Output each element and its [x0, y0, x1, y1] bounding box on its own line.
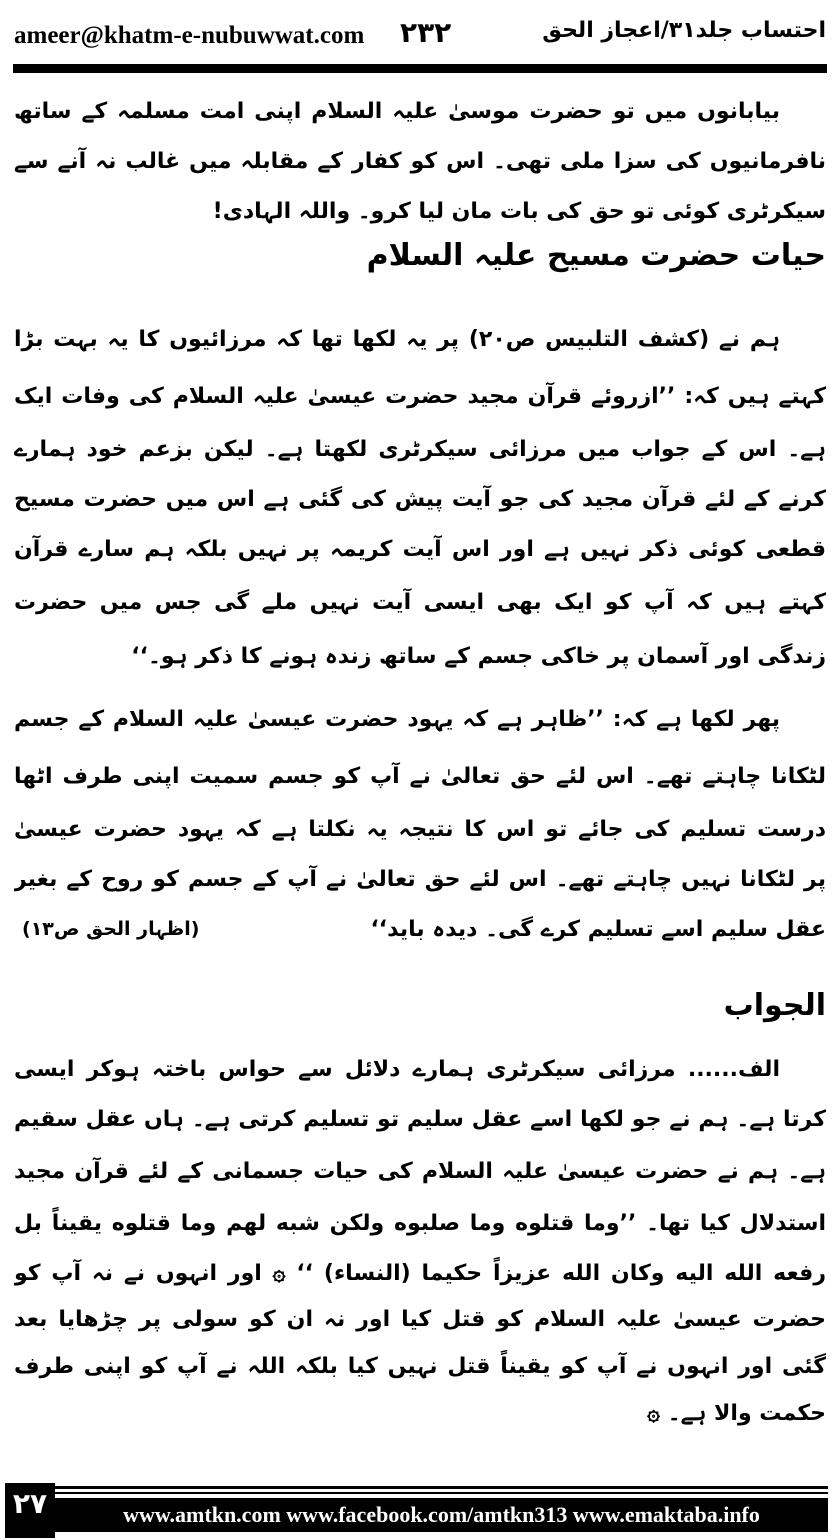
text-line: پر لٹکانا نہیں چاہتے تھے۔ اس لئے حق تعالیٰ نے آپ کے جسم کو روح کے بغیر — [14, 867, 826, 892]
text-line: کہتے ہیں کہ: ’’ازروئے قرآن مجید حضرت عیسیٰ علیہ السلام کی وفات ایک — [14, 384, 826, 409]
text-line: زندگی اور آسمان پر خاکی جسم کے ساتھ زندہ ہونے کا ذکر ہو۔‘‘ — [131, 644, 826, 669]
section-heading: حیات حضرت مسیح علیہ السلام — [366, 238, 826, 273]
footer-rule — [55, 1492, 828, 1494]
text-line: استدلال کیا تھا۔ ’’وما قتلوه وما صلبوه ولكن شبه لهم وما قتلوه يقيناً بل — [14, 1211, 826, 1236]
text-line: درست تسلیم کی جائے تو اس کا نتیجہ یہ نکلتا ہے کہ یہود حضرت عیسیٰ — [14, 817, 826, 842]
text-line: بیابانوں میں تو حضرت موسیٰ علیہ السلام اپنی امت مسلمہ کے ساتھ — [14, 99, 780, 124]
text-line: ہے۔ اس کے جواب میں مرزائی سیکرٹری لکھتا ہے۔ لیکن بزعم خود ہمارے — [14, 437, 826, 462]
text-line: قطعی کوئی ذکر نہیں ہے اور اس آیت کریمہ پر نہیں بلکہ ہم سارے قرآن — [14, 537, 826, 562]
text-line: الف...... مرزائی سیکرٹری ہمارے دلائل سے حواس باختہ ہوکر ایسی — [14, 1057, 780, 1082]
text-line: گئی اور انہوں نے آپ کو یقیناً قتل نہیں کیا بلکہ اللہ نے آپ کو اپنی طرف — [14, 1354, 826, 1379]
footer-rule — [55, 1486, 828, 1489]
text-line: نافرمانیوں کی سزا ملی تھی۔ اس کو کفار کے مقابلہ میں غالب نہ آنے سے — [14, 149, 826, 174]
footer-page-number: ۲۷ — [5, 1483, 55, 1538]
header-rule — [13, 64, 827, 73]
text-line: سیکرٹری کوئی تو حق کی بات مان لیا کرو۔ واللہ الہادی! — [212, 199, 826, 224]
citation-reference: (اظہار الحق ص۱۳) — [22, 918, 200, 940]
text-line: کرنے کے لئے قرآن مجید کی جو آیت پیش کی گئی ہے اس میں حضرت مسیح — [14, 487, 826, 512]
text-line: کرتا ہے۔ ہم نے جو لکھا اسے عقل سلیم تو تسلیم کرتی ہے۔ ہاں عقل سقیم — [14, 1107, 826, 1132]
text-line: حضرت عیسیٰ علیہ السلام کو قتل کیا اور نہ ان کو سولی پر چڑھایا بعد — [14, 1307, 826, 1332]
text-line: پھر لکھا ہے کہ: ’’ظاہر ہے کہ یہود حضرت عیسیٰ علیہ السلام کے جسم — [14, 707, 780, 732]
header-page-number: ۲۳۲ — [400, 16, 452, 49]
section-heading: الجواب — [723, 988, 826, 1023]
text-line: کہتے ہیں کہ آپ کو ایک بھی ایسی آیت نہیں ملے گی جس میں حضرت — [14, 590, 826, 615]
text-line: رفعه الله اليه وكان الله عزيزاً حكيما (النساء) ‘‘ ۞ اور انہوں نے نہ آپ کو — [14, 1261, 826, 1286]
header-book-title: احتساب جلد۳۱/اعجاز الحق — [542, 18, 826, 43]
text-line: لٹکانا چاہتے تھے۔ اس لئے حق تعالیٰ نے آپ کو جسم سمیت اپنی طرف اٹھا — [14, 764, 826, 789]
text-line: ہے۔ ہم نے حضرت عیسیٰ علیہ السلام کی حیات جسمانی کے لئے قرآن مجید — [14, 1159, 826, 1184]
footer-links: www.amtkn.com www.facebook.com/amtkn313 www.emaktaba.info — [55, 1498, 828, 1532]
text-line: حکمت والا ہے۔ ۞ — [647, 1401, 826, 1426]
header-email: ameer@khatm-e-nubuwwat.com — [14, 22, 365, 49]
text-line: عقل سلیم اسے تسلیم کرے گی۔ دیدہ باید‘‘ — [370, 917, 826, 942]
text-line: ہم نے (کشف التلبیس ص۲۰) پر یہ لکھا تھا کہ مرزائیوں کا یہ بہت بڑا — [14, 327, 780, 352]
